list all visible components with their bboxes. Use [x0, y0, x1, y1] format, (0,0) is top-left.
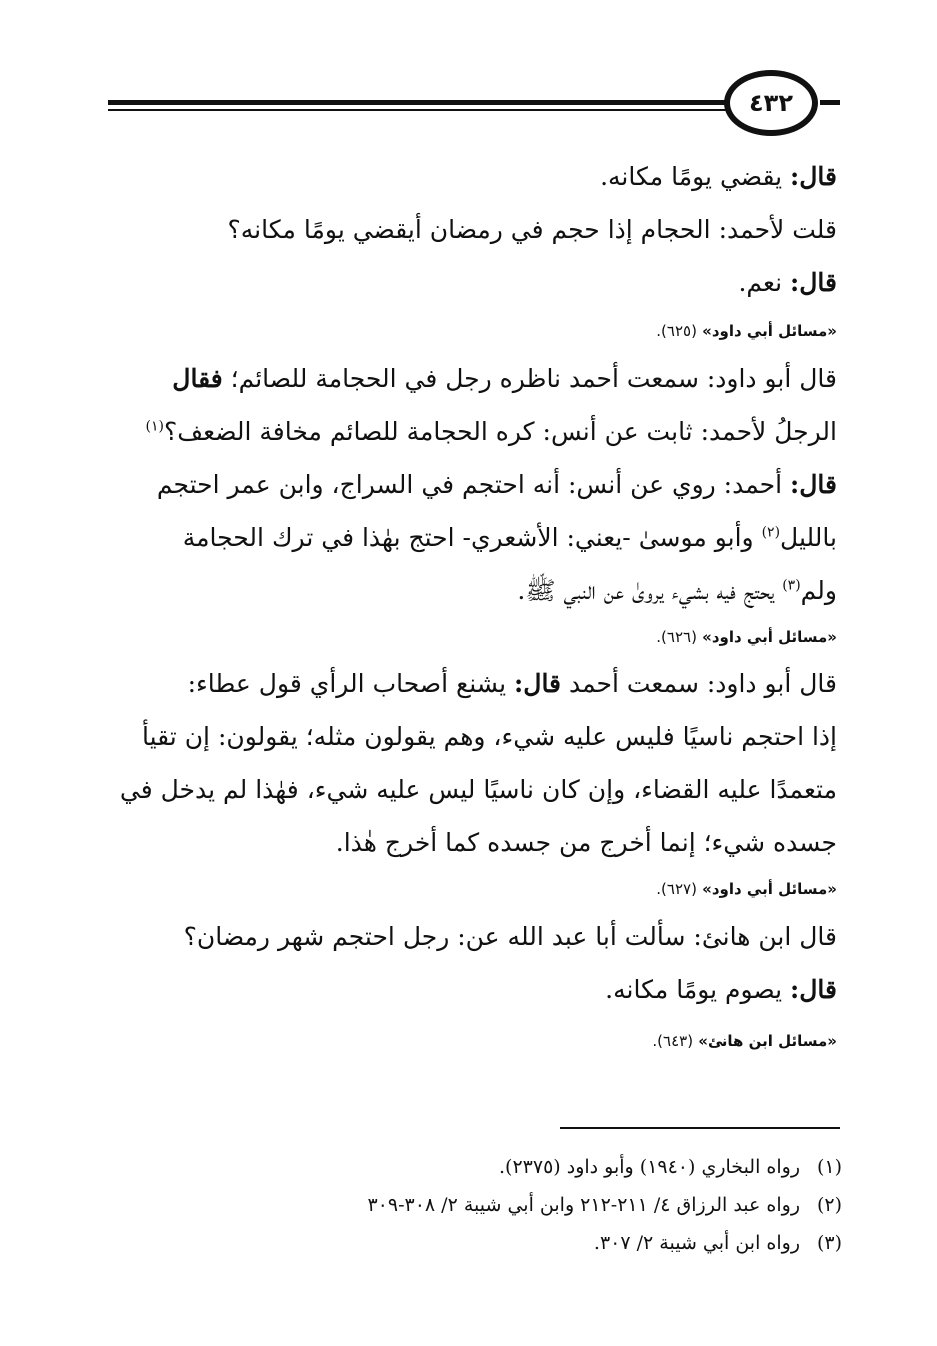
- text-line: [97, 963, 837, 1016]
- speaker-label: قال:: [514, 669, 562, 698]
- text-line: [97, 150, 837, 203]
- text-line: [97, 564, 837, 617]
- text-line: [97, 256, 837, 309]
- line-text: ولم: [800, 576, 837, 605]
- paragraph-block-2: [97, 352, 837, 617]
- footnote-number: (١): [816, 1156, 842, 1178]
- text-line: [97, 910, 837, 963]
- line-text: قال أبو داود: سمعت أحمد: [561, 669, 837, 698]
- header-rule: [108, 100, 728, 105]
- source-title: «مسائل أبي داود»: [702, 880, 837, 898]
- line-text: جسده شيء؛ إنما أخرج من جسده كما أخرج هٰذا.: [335, 828, 837, 857]
- source-ref: (٦٢٧).: [656, 880, 697, 898]
- text-line: [97, 511, 837, 564]
- line-text: إذا احتجم ناسيًا فليس عليه شيء، وهم يقولون مثله؛ يقولون: إن تقيأ: [141, 722, 837, 751]
- line-text: يشنع أصحاب الرأي قول عطاء:: [187, 669, 515, 698]
- footnote-item: [102, 1224, 842, 1262]
- source-title: «مسائل أبي داود»: [702, 322, 837, 340]
- line-text: يقضي يومًا مكانه.: [600, 162, 791, 191]
- source-citation-3: [97, 878, 837, 900]
- header-rule-tail: [820, 100, 840, 105]
- paragraph-block-3: [97, 657, 837, 869]
- speaker-label: قال:: [790, 268, 837, 297]
- source-citation-1: [97, 320, 837, 342]
- line-text: أحمد: روي عن أنس: أنه احتجم في السراج، وابن عمر احتجم: [156, 470, 791, 499]
- header-rule-thin: [108, 109, 728, 111]
- text-line: [97, 710, 837, 763]
- line-text: قال أبو داود: سمعت أحمد ناظره رجل في الحجامة للصائم؛: [222, 364, 837, 393]
- text-line: [97, 458, 837, 511]
- line-text: يحتج فيه بشيء يروىٰ عن النبي ﷺ.: [517, 576, 783, 605]
- page-number: ٤٣٢: [724, 70, 818, 136]
- line-text: متعمدًا عليه القضاء، وإن كان ناسيًا ليس عليه شيء، فهٰذا لم يدخل في: [119, 775, 837, 804]
- text-line: [97, 352, 837, 405]
- line-text: نعم.: [738, 268, 791, 297]
- line-text: وأبو موسىٰ -يعني: الأشعري- احتج بهٰذا في ترك الحجامة: [182, 523, 762, 552]
- line-text: قلت لأحمد: الحجام إذا حجم في رمضان أيقضي يومًا مكانه؟: [227, 215, 837, 244]
- footnote-item: [102, 1148, 842, 1186]
- text-line: [97, 405, 837, 458]
- line-text: بالليل: [780, 523, 837, 552]
- footnote-number: (٣): [816, 1232, 842, 1254]
- text-line: [97, 657, 837, 710]
- footnote-marker[interactable]: (١): [145, 418, 164, 435]
- footnote-text: رواه البخاري (١٩٤٠) وأبو داود (٢٣٧٥).: [499, 1156, 800, 1178]
- footnote-item: [102, 1186, 842, 1224]
- paragraph-block-4: [97, 910, 837, 1016]
- line-text: قال ابن هانئ: سألت أبا عبد الله عن: رجل احتجم شهر رمضان؟: [183, 922, 837, 951]
- footnote-text: رواه ابن أبي شيبة ٢/ ٣٠٧.: [593, 1232, 800, 1254]
- speaker-label: قال:: [790, 470, 837, 499]
- text-line: [97, 203, 837, 256]
- source-ref: (٦٢٦).: [656, 628, 697, 646]
- speaker-label: فقال: [172, 364, 223, 393]
- footnote-marker[interactable]: (٢): [761, 524, 781, 541]
- line-text: الرجلُ لأحمد: ثابت عن أنس: كره الحجامة للصائم مخافة الضعف؟: [164, 417, 837, 446]
- footnotes: [102, 1148, 842, 1262]
- text-line: [97, 763, 837, 816]
- source-citation-4: [97, 1030, 837, 1052]
- footnote-separator: [560, 1127, 840, 1129]
- line-text: يصوم يومًا مكانه.: [605, 975, 791, 1004]
- speaker-label: قال:: [790, 162, 837, 191]
- footnote-number: (٢): [816, 1194, 842, 1216]
- text-line: [97, 816, 837, 869]
- footnote-marker[interactable]: (٣): [782, 577, 801, 594]
- source-title: «مسائل أبي داود»: [702, 628, 837, 646]
- speaker-label: قال:: [790, 975, 837, 1004]
- source-citation-2: [97, 626, 837, 648]
- footnote-text: رواه عبد الرزاق ٤/ ٢١١-٢١٢ وابن أبي شيبة ٢/ ٣٠٨-٣٠٩: [367, 1194, 800, 1216]
- source-ref: (٦٤٣).: [652, 1032, 694, 1050]
- paragraph-block-1: [97, 150, 837, 309]
- source-ref: (٦٢٥).: [656, 322, 697, 340]
- source-title: «مسائل ابن هانئ»: [698, 1032, 837, 1050]
